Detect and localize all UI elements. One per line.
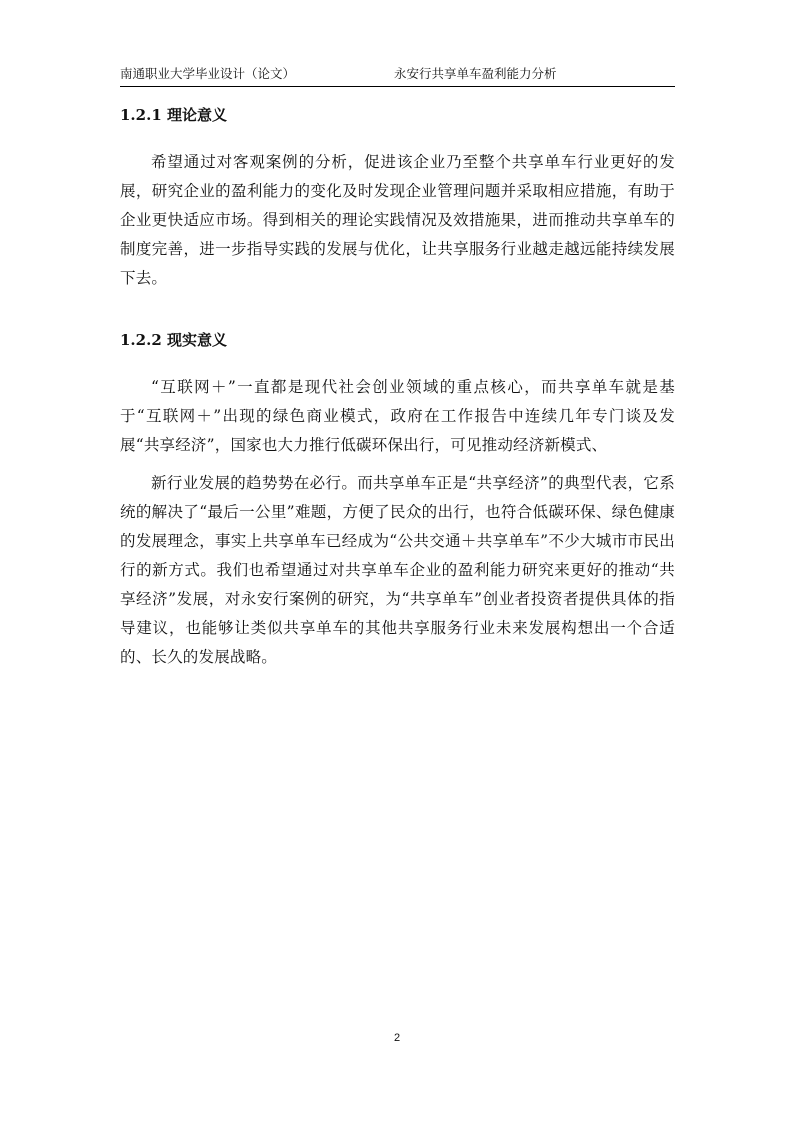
paragraph-theoretical: 希望通过对客观案例的分析，促进该企业乃至整个共享单车行业更好的发展，研究企业的盈利能力的变化及时发现企业管理问题并采取相应措施，有助于企业更快适应市场。得到相关的理论实践情况及效措施果，进而推动共享单车的制度完善，进一步指导实践的发展与优化，让共享服务行业越走越远能持续发展下去。 [120, 153, 675, 287]
page-header [120, 64, 675, 84]
header-school-title: 南通职业大学毕业设计（论文） [120, 66, 296, 81]
page-number: 2 [393, 1032, 401, 1044]
section-heading-theoretical: 1.2.1 理论意义 [120, 106, 227, 124]
paragraph-practical-2: 新行业发展的趋势势在必行。而共享单车正是“共享经济”的典型代表，它系统的解决了“最后一公里”难题，方便了民众的出行，也符合低碳环保、绿色健康的发展理念，事实上共享单车已经成为“公共交通＋共享单车”不少大城市市民出行的新方式。我们也希望通过对共享单车企业的盈利能力研究来更好的推动“共享经济”发展，对永安行案例的研究，为“共享单车”创业者投资者提供具体的指导建议，也能够让类似共享单车的其他共享服务行业未来发展构想出一个合适的、长久的发展战略。 [120, 474, 675, 666]
header-rule [120, 86, 675, 87]
header-thesis-title: 永安行共享单车盈利能力分析 [394, 66, 557, 81]
section-heading-practical: 1.2.2 现实意义 [120, 331, 227, 349]
paragraph-practical-1: “互联网＋”一直都是现代社会创业领域的重点核心，而共享单车就是基于“互联网＋”出现的绿色商业模式，政府在工作报告中连续几年专门谈及发展“共享经济”，国家也大力推行低碳环保出行，可见推动经济新模式、 [120, 378, 675, 454]
